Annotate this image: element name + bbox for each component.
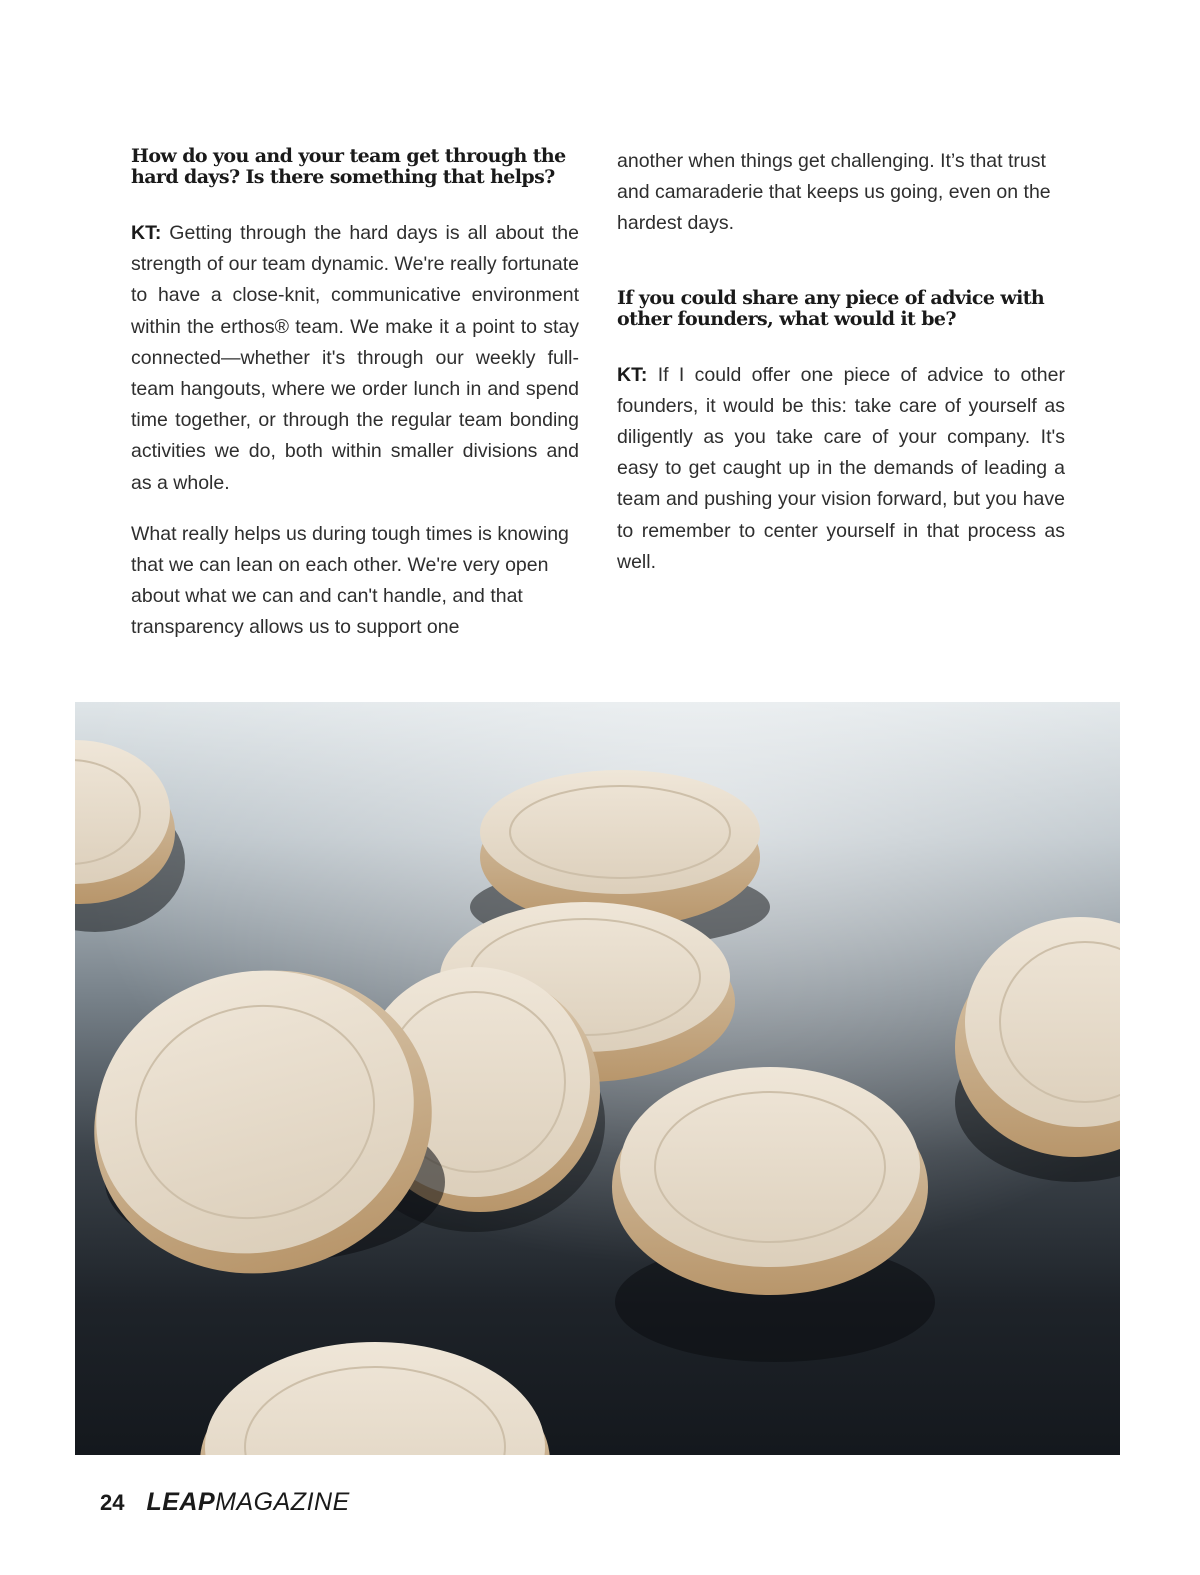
- page-footer: [100, 1488, 350, 1528]
- speaker-label: KT:: [617, 363, 648, 386]
- answer-text: Getting through the hard days is all about the strength of our team dynamic. We're really fortunate to have a close-knit, communicative environment within the erthos® team. We make it a point to stay connected—whether it's through our weekly full-team hangouts, where we order lunch in and spend time together, or through the regular team bonding activities we do, both within smaller divisions and as a whole.: [131, 222, 579, 494]
- question-heading-hard-days: How do you and your team get through the hard days? Is there something that helps?: [131, 145, 566, 188]
- speaker-label: KT:: [131, 222, 162, 244]
- advice-paragraph: [617, 360, 1065, 578]
- advice-text: If I could offer one piece of advice to other founders, it would be this: take care of yourself as diligently as you take care of your company. It's easy to get caught up in the demands of leading a team and pushing your vision forward, but you have to remember to center yourself in that process as well.: [617, 363, 1065, 573]
- right-column: [617, 146, 1065, 578]
- product-photo-lids: [75, 702, 1120, 1455]
- lid-right-front: [612, 1067, 935, 1362]
- brand-logo-magazine: MAGAZINE: [215, 1488, 350, 1516]
- brand-logo-leap: LEAP: [146, 1488, 216, 1516]
- answer-paragraph-1: [131, 218, 579, 499]
- left-column: [131, 146, 579, 644]
- continuation-paragraph: another when things get challenging. It’s that trust and camaraderie that keeps us going, even on the hardest days.: [617, 150, 1051, 235]
- answer-paragraph-2: What really helps us during tough times is knowing that we can lean on each other. We're very open about what we can and can't handle, and that transparency allows us to support one: [131, 522, 569, 639]
- question-heading-advice: If you could share any piece of advice with other founders, what would it be?: [617, 286, 1045, 330]
- page-number: 24: [100, 1490, 125, 1515]
